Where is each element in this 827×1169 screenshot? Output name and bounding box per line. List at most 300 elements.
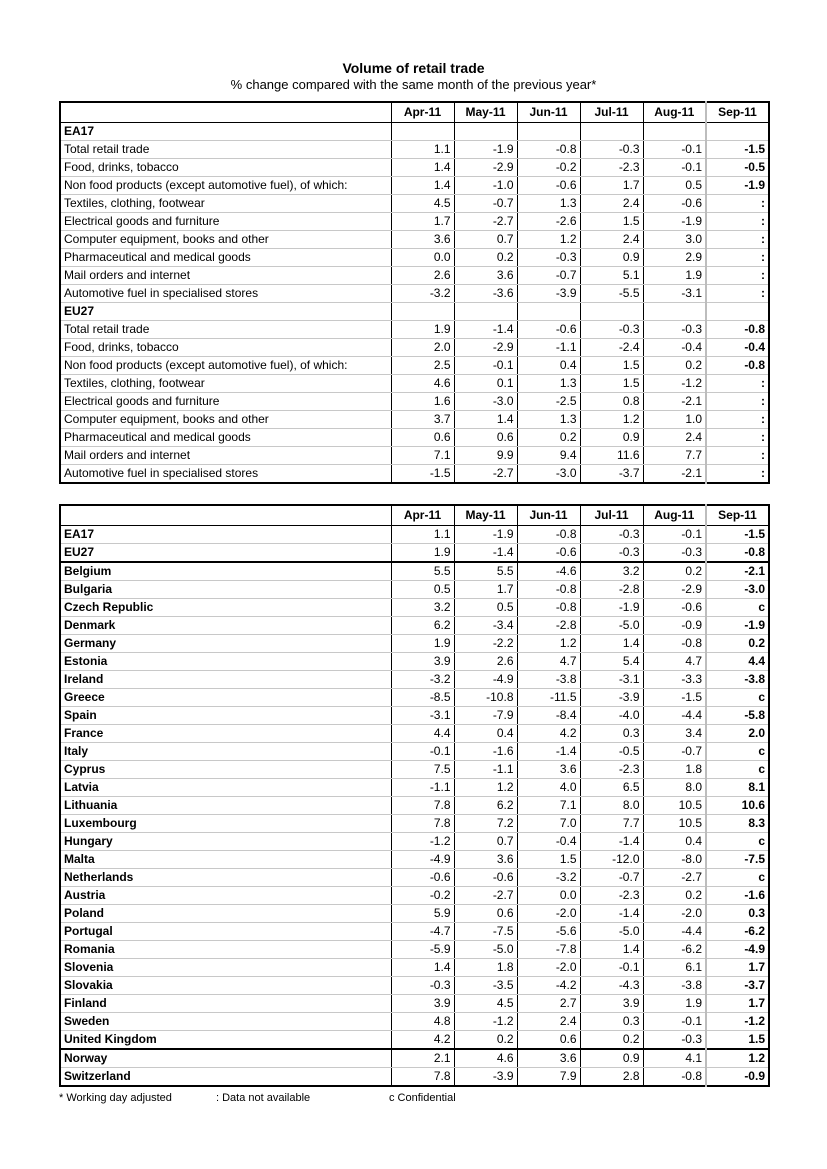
value-cell: 1.2: [517, 635, 580, 653]
value-cell: 1.3: [517, 411, 580, 429]
value-cell: 7.1: [391, 447, 454, 465]
value-cell: 9.9: [454, 447, 517, 465]
value-cell: 0.6: [517, 1031, 580, 1050]
value-cell: 3.2: [391, 599, 454, 617]
value-cell: 1.4: [391, 959, 454, 977]
value-cell: 1.2: [706, 1049, 769, 1068]
value-cell: 5.5: [454, 562, 517, 581]
value-cell: -2.1: [706, 562, 769, 581]
table-row: [60, 544, 769, 563]
row-label: Computer equipment, books and other: [60, 231, 391, 249]
value-cell: 4.4: [706, 653, 769, 671]
value-cell: 1.9: [391, 544, 454, 563]
value-cell: 0.1: [454, 375, 517, 393]
value-cell: -0.8: [517, 581, 580, 599]
value-cell: 6.1: [643, 959, 706, 977]
value-cell: 5.1: [580, 267, 643, 285]
value-cell: :: [706, 267, 769, 285]
empty-cell: [454, 123, 517, 141]
value-cell: 6.2: [391, 617, 454, 635]
value-cell: 0.2: [706, 635, 769, 653]
value-cell: 1.4: [391, 159, 454, 177]
value-cell: -0.6: [643, 195, 706, 213]
page-title: Volume of retail trade: [342, 60, 485, 76]
row-label: Sweden: [60, 1013, 391, 1031]
row-label: Lithuania: [60, 797, 391, 815]
table-row: [60, 635, 769, 653]
value-cell: 0.8: [580, 393, 643, 411]
value-cell: -2.3: [580, 159, 643, 177]
value-cell: :: [706, 447, 769, 465]
table-row: [60, 887, 769, 905]
row-label: Estonia: [60, 653, 391, 671]
value-cell: -3.7: [580, 465, 643, 484]
value-cell: -7.5: [454, 923, 517, 941]
footnote-working-day: * Working day adjusted: [59, 1092, 172, 1104]
value-cell: -2.7: [454, 465, 517, 484]
value-cell: :: [706, 465, 769, 484]
value-cell: -1.6: [454, 743, 517, 761]
value-cell: -5.0: [580, 617, 643, 635]
value-cell: -7.8: [517, 941, 580, 959]
value-cell: -3.0: [706, 581, 769, 599]
group-name: EU27: [60, 303, 391, 321]
table-row: [60, 815, 769, 833]
value-cell: -0.6: [517, 544, 580, 563]
value-cell: -3.9: [580, 689, 643, 707]
value-cell: c: [706, 833, 769, 851]
value-cell: -2.4: [580, 339, 643, 357]
value-cell: -0.2: [391, 887, 454, 905]
value-cell: 7.7: [643, 447, 706, 465]
empty-cell: [580, 303, 643, 321]
value-cell: 1.7: [454, 581, 517, 599]
value-cell: 0.4: [517, 357, 580, 375]
value-cell: 1.8: [454, 959, 517, 977]
value-cell: :: [706, 285, 769, 303]
table-row: [60, 526, 769, 544]
row-label: Automotive fuel in specialised stores: [60, 285, 391, 303]
value-cell: 1.3: [517, 375, 580, 393]
value-cell: 4.6: [391, 375, 454, 393]
row-label: Cyprus: [60, 761, 391, 779]
value-cell: -1.2: [643, 375, 706, 393]
value-cell: -2.8: [580, 581, 643, 599]
row-label: Non food products (except automotive fuel), of which:: [60, 357, 391, 375]
value-cell: 2.4: [517, 1013, 580, 1031]
table-row: [60, 249, 769, 267]
table-row: [60, 195, 769, 213]
table-row: [60, 1068, 769, 1087]
value-cell: 1.6: [391, 393, 454, 411]
value-cell: 4.7: [517, 653, 580, 671]
value-cell: 0.6: [454, 429, 517, 447]
value-cell: 0.6: [391, 429, 454, 447]
table-row: [60, 995, 769, 1013]
value-cell: -3.3: [643, 671, 706, 689]
value-cell: -0.7: [580, 869, 643, 887]
header-month: Sep-11: [706, 505, 769, 526]
value-cell: -3.2: [391, 671, 454, 689]
value-cell: -0.9: [706, 1068, 769, 1087]
table-header-row: [60, 102, 769, 123]
value-cell: 2.6: [454, 653, 517, 671]
value-cell: -0.7: [454, 195, 517, 213]
value-cell: -2.9: [643, 581, 706, 599]
value-cell: -1.1: [517, 339, 580, 357]
value-cell: 4.5: [391, 195, 454, 213]
value-cell: c: [706, 743, 769, 761]
value-cell: 2.0: [706, 725, 769, 743]
value-cell: 1.5: [580, 375, 643, 393]
value-cell: 0.2: [643, 562, 706, 581]
row-label: Finland: [60, 995, 391, 1013]
value-cell: 7.2: [454, 815, 517, 833]
row-label: Czech Republic: [60, 599, 391, 617]
value-cell: 10.5: [643, 797, 706, 815]
value-cell: 1.5: [580, 357, 643, 375]
value-cell: -1.2: [706, 1013, 769, 1031]
value-cell: 8.0: [580, 797, 643, 815]
value-cell: -0.8: [706, 321, 769, 339]
value-cell: -2.9: [454, 159, 517, 177]
value-cell: -0.8: [643, 635, 706, 653]
value-cell: 1.7: [706, 995, 769, 1013]
value-cell: c: [706, 761, 769, 779]
table-row: [60, 429, 769, 447]
value-cell: 1.2: [580, 411, 643, 429]
row-label: Computer equipment, books and other: [60, 411, 391, 429]
value-cell: -0.6: [391, 869, 454, 887]
row-label: Belgium: [60, 562, 391, 581]
value-cell: 0.3: [580, 1013, 643, 1031]
empty-cell: [643, 303, 706, 321]
value-cell: 0.3: [706, 905, 769, 923]
value-cell: 2.7: [517, 995, 580, 1013]
table-row: [60, 959, 769, 977]
value-cell: 3.7: [391, 411, 454, 429]
footnote-confidential: c Confidential: [389, 1092, 456, 1104]
value-cell: 0.5: [643, 177, 706, 195]
value-cell: 0.4: [454, 725, 517, 743]
value-cell: -6.2: [643, 941, 706, 959]
row-label: France: [60, 725, 391, 743]
value-cell: -2.3: [580, 887, 643, 905]
header-month: May-11: [454, 505, 517, 526]
value-cell: -0.9: [643, 617, 706, 635]
row-label: Spain: [60, 707, 391, 725]
value-cell: -0.1: [580, 959, 643, 977]
value-cell: 2.1: [391, 1049, 454, 1068]
value-cell: -5.0: [454, 941, 517, 959]
value-cell: -0.6: [517, 321, 580, 339]
value-cell: :: [706, 393, 769, 411]
value-cell: -0.7: [643, 743, 706, 761]
value-cell: 3.4: [643, 725, 706, 743]
value-cell: 1.9: [643, 267, 706, 285]
table-row: [60, 1031, 769, 1050]
value-cell: :: [706, 213, 769, 231]
value-cell: :: [706, 429, 769, 447]
value-cell: 4.4: [391, 725, 454, 743]
table-row: [60, 653, 769, 671]
row-label: Luxembourg: [60, 815, 391, 833]
table-row: [60, 833, 769, 851]
value-cell: -0.4: [706, 339, 769, 357]
header-month: Apr-11: [391, 102, 454, 123]
value-cell: -2.6: [517, 213, 580, 231]
value-cell: 3.9: [391, 653, 454, 671]
value-cell: 3.6: [517, 761, 580, 779]
value-cell: -8.4: [517, 707, 580, 725]
value-cell: -1.1: [391, 779, 454, 797]
value-cell: -0.3: [580, 544, 643, 563]
row-label: Norway: [60, 1049, 391, 1068]
value-cell: -5.8: [706, 707, 769, 725]
value-cell: -2.7: [643, 869, 706, 887]
value-cell: :: [706, 411, 769, 429]
value-cell: -0.8: [517, 526, 580, 544]
value-cell: -1.9: [580, 599, 643, 617]
value-cell: -4.9: [706, 941, 769, 959]
value-cell: -1.9: [454, 141, 517, 159]
table-row: [60, 375, 769, 393]
value-cell: 0.9: [580, 429, 643, 447]
table-row: [60, 905, 769, 923]
value-cell: 1.9: [643, 995, 706, 1013]
value-cell: -3.9: [454, 1068, 517, 1087]
table-row: [60, 267, 769, 285]
table-row: [60, 689, 769, 707]
value-cell: -2.8: [517, 617, 580, 635]
value-cell: 2.8: [580, 1068, 643, 1087]
table-row: [60, 1049, 769, 1068]
value-cell: -0.3: [580, 526, 643, 544]
value-cell: -0.1: [643, 526, 706, 544]
table-row: [60, 321, 769, 339]
value-cell: 5.9: [391, 905, 454, 923]
footnote-not-available: : Data not available: [216, 1092, 311, 1104]
table-row: [60, 581, 769, 599]
table-header-row: [60, 505, 769, 526]
value-cell: 3.9: [391, 995, 454, 1013]
row-label: Germany: [60, 635, 391, 653]
value-cell: 4.5: [454, 995, 517, 1013]
value-cell: 0.2: [454, 1031, 517, 1050]
value-cell: 1.4: [454, 411, 517, 429]
header-month: May-11: [454, 102, 517, 123]
value-cell: -0.4: [643, 339, 706, 357]
empty-cell: [643, 123, 706, 141]
value-cell: -2.1: [643, 465, 706, 484]
row-label: Pharmaceutical and medical goods: [60, 429, 391, 447]
value-cell: -3.0: [454, 393, 517, 411]
value-cell: -0.7: [517, 267, 580, 285]
value-cell: 1.0: [643, 411, 706, 429]
value-cell: -1.5: [391, 465, 454, 484]
empty-cell: [517, 303, 580, 321]
value-cell: -1.1: [454, 761, 517, 779]
value-cell: -2.7: [454, 887, 517, 905]
value-cell: -3.2: [517, 869, 580, 887]
value-cell: -2.0: [517, 959, 580, 977]
row-label: Slovakia: [60, 977, 391, 995]
value-cell: -0.3: [643, 1031, 706, 1050]
value-cell: -1.4: [454, 321, 517, 339]
table-row: [60, 339, 769, 357]
group-name: EA17: [60, 123, 391, 141]
value-cell: 3.9: [580, 995, 643, 1013]
value-cell: -3.0: [517, 465, 580, 484]
row-label: Electrical goods and furniture: [60, 393, 391, 411]
table-row: [60, 177, 769, 195]
value-cell: -5.5: [580, 285, 643, 303]
value-cell: -3.8: [706, 671, 769, 689]
value-cell: -0.3: [517, 249, 580, 267]
table-row: [60, 707, 769, 725]
value-cell: 4.7: [643, 653, 706, 671]
value-cell: -5.6: [517, 923, 580, 941]
row-label: Non food products (except automotive fuel), of which:: [60, 177, 391, 195]
value-cell: 0.9: [580, 249, 643, 267]
row-label: Mail orders and internet: [60, 267, 391, 285]
value-cell: 1.5: [706, 1031, 769, 1050]
row-label: Bulgaria: [60, 581, 391, 599]
table-row: [60, 851, 769, 869]
row-label: Textiles, clothing, footwear: [60, 375, 391, 393]
value-cell: c: [706, 599, 769, 617]
value-cell: -0.6: [517, 177, 580, 195]
value-cell: -1.4: [580, 905, 643, 923]
table-row: [60, 393, 769, 411]
value-cell: -3.9: [517, 285, 580, 303]
value-cell: -1.9: [643, 213, 706, 231]
header-month: Jun-11: [517, 102, 580, 123]
value-cell: :: [706, 249, 769, 267]
row-label: Austria: [60, 887, 391, 905]
value-cell: 3.6: [454, 851, 517, 869]
table-row: [60, 285, 769, 303]
value-cell: 1.9: [391, 635, 454, 653]
value-cell: -2.9: [454, 339, 517, 357]
value-cell: :: [706, 195, 769, 213]
value-cell: -3.4: [454, 617, 517, 635]
row-label: EA17: [60, 526, 391, 544]
row-label: Food, drinks, tobacco: [60, 339, 391, 357]
row-label: Italy: [60, 743, 391, 761]
header-month: Jul-11: [580, 102, 643, 123]
value-cell: 7.1: [517, 797, 580, 815]
value-cell: 10.6: [706, 797, 769, 815]
value-cell: 2.5: [391, 357, 454, 375]
table-row: [60, 562, 769, 581]
value-cell: -3.8: [517, 671, 580, 689]
empty-cell: [706, 303, 769, 321]
value-cell: -0.3: [643, 544, 706, 563]
value-cell: -0.4: [517, 833, 580, 851]
table-row: [60, 977, 769, 995]
table-row: [60, 923, 769, 941]
value-cell: -4.0: [580, 707, 643, 725]
value-cell: 3.6: [517, 1049, 580, 1068]
value-cell: 2.9: [643, 249, 706, 267]
empty-cell: [706, 123, 769, 141]
value-cell: 0.7: [454, 231, 517, 249]
value-cell: -0.6: [454, 869, 517, 887]
row-label: Mail orders and internet: [60, 447, 391, 465]
value-cell: c: [706, 689, 769, 707]
value-cell: -4.9: [391, 851, 454, 869]
row-label: Textiles, clothing, footwear: [60, 195, 391, 213]
empty-cell: [454, 303, 517, 321]
value-cell: -5.9: [391, 941, 454, 959]
value-cell: 0.9: [580, 1049, 643, 1068]
empty-cell: [391, 303, 454, 321]
header-label-cell: [60, 102, 391, 123]
value-cell: -5.0: [580, 923, 643, 941]
table-row: [60, 411, 769, 429]
table-row: [60, 869, 769, 887]
value-cell: -0.1: [643, 141, 706, 159]
value-cell: -2.7: [454, 213, 517, 231]
row-label: Electrical goods and furniture: [60, 213, 391, 231]
value-cell: -3.6: [454, 285, 517, 303]
value-cell: -2.0: [517, 905, 580, 923]
value-cell: -8.5: [391, 689, 454, 707]
value-cell: 7.8: [391, 797, 454, 815]
value-cell: 4.2: [391, 1031, 454, 1050]
value-cell: -0.6: [643, 599, 706, 617]
value-cell: 0.0: [517, 887, 580, 905]
value-cell: 8.3: [706, 815, 769, 833]
table-row: [60, 671, 769, 689]
value-cell: -0.1: [643, 159, 706, 177]
row-label: Hungary: [60, 833, 391, 851]
value-cell: 7.7: [580, 815, 643, 833]
value-cell: -1.5: [706, 526, 769, 544]
table-row: [60, 159, 769, 177]
value-cell: 3.6: [454, 267, 517, 285]
row-label: United Kingdom: [60, 1031, 391, 1050]
value-cell: -11.5: [517, 689, 580, 707]
table-row: [60, 231, 769, 249]
value-cell: 7.5: [391, 761, 454, 779]
value-cell: 7.8: [391, 815, 454, 833]
value-cell: 5.5: [391, 562, 454, 581]
value-cell: 3.6: [391, 231, 454, 249]
value-cell: 1.4: [580, 941, 643, 959]
table-row: [60, 761, 769, 779]
value-cell: 6.5: [580, 779, 643, 797]
row-label: Portugal: [60, 923, 391, 941]
value-cell: -1.9: [706, 617, 769, 635]
retail-trade-by-country-table: [59, 504, 770, 1087]
value-cell: -10.8: [454, 689, 517, 707]
value-cell: 0.7: [454, 833, 517, 851]
value-cell: :: [706, 375, 769, 393]
row-label: Total retail trade: [60, 141, 391, 159]
value-cell: 4.6: [454, 1049, 517, 1068]
value-cell: -0.3: [580, 141, 643, 159]
value-cell: 1.4: [391, 177, 454, 195]
table-row: [60, 941, 769, 959]
value-cell: 7.0: [517, 815, 580, 833]
value-cell: -4.9: [454, 671, 517, 689]
value-cell: -0.1: [391, 743, 454, 761]
value-cell: 8.0: [643, 779, 706, 797]
row-label: Pharmaceutical and medical goods: [60, 249, 391, 267]
row-label: Poland: [60, 905, 391, 923]
